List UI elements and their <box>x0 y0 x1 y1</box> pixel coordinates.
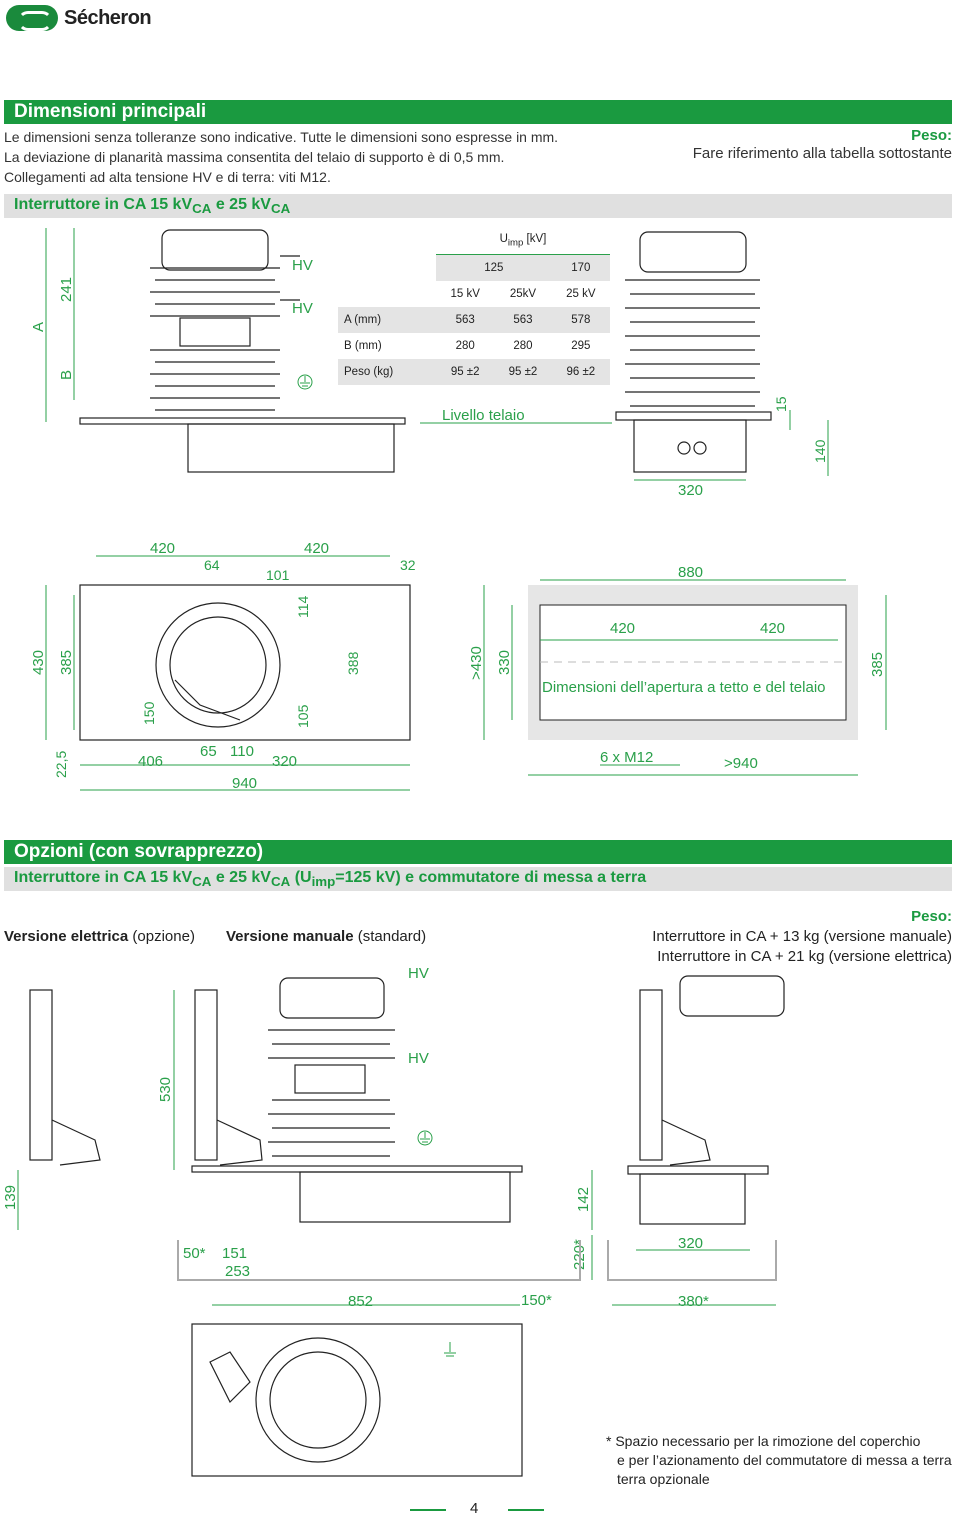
dim-530: 530 <box>157 1076 174 1102</box>
dim-over-940: >940 <box>724 755 758 772</box>
voltage-header: 25 kV <box>566 288 596 300</box>
subtitle-sub: CA <box>192 874 212 890</box>
dim-65: 65 <box>200 743 217 760</box>
dim-388: 388 <box>345 651 361 675</box>
version-manual-note: (standard) <box>353 928 427 945</box>
dim-385: 385 <box>869 651 886 677</box>
dim-253: 253 <box>225 1263 251 1280</box>
weight-info <box>693 127 952 164</box>
earth-icon <box>444 1342 456 1356</box>
weight-label: Peso: <box>911 127 952 144</box>
uimp-unit: [kV] <box>523 233 547 246</box>
breaker-side-view <box>80 230 405 472</box>
subtitle-sub: imp <box>311 874 336 890</box>
subtitle-sub: CA <box>270 874 291 890</box>
dim-over-430: >430 <box>468 646 485 680</box>
cell: 578 <box>552 307 610 333</box>
dim-101: 101 <box>266 567 290 583</box>
cell: 280 <box>455 340 475 352</box>
frame-level-label: Livello telaio <box>442 407 525 424</box>
row-label: A (mm) <box>338 307 436 333</box>
earthing-switch-side-view <box>30 976 784 1224</box>
dim-320: 320 <box>272 753 298 770</box>
row-label: B (mm) <box>344 340 382 352</box>
cell: 95 ±2 <box>494 359 551 385</box>
options-weight-info <box>652 907 952 967</box>
top-view-drawing <box>0 530 960 800</box>
weight-line: Interruttore in CA + 13 kg (versione manuale) <box>652 928 952 945</box>
footnote <box>606 1432 952 1489</box>
dim-151: 151 <box>222 1245 248 1262</box>
page-number-rule <box>508 1509 544 1511</box>
dim-114: 114 <box>295 595 311 618</box>
options-subtitle <box>4 867 952 891</box>
footnote-line: terra opzionale <box>617 1471 710 1487</box>
hv-label: HV <box>292 300 313 317</box>
row-label: Peso (kg) <box>338 359 436 385</box>
dim-150: 150 <box>141 701 157 725</box>
weight-text: Fare riferimento alla tabella sottostante <box>692 145 952 162</box>
dim-150: 150* <box>521 1292 552 1309</box>
version-manual-label <box>226 928 426 945</box>
version-electric-title: Versione elettrica <box>4 928 129 945</box>
dim-142: 142 <box>575 1186 592 1212</box>
uimp-header: U <box>499 233 508 246</box>
page-number-rule <box>410 1509 446 1511</box>
note-line: La deviazione di planarità massima consentita del telaio di supporto è di 0,5 mm. <box>4 149 505 165</box>
dim-64: 64 <box>204 557 220 573</box>
dim-320: 320 <box>678 482 704 499</box>
uimp-value: 170 <box>552 255 610 282</box>
dim-140: 140 <box>812 439 828 463</box>
dim-105: 105 <box>295 704 311 728</box>
subtitle-text: Interruttore in CA 15 kV <box>14 196 193 213</box>
dim-320: 320 <box>678 1235 704 1252</box>
subtitle-text: e 25 kV <box>211 196 271 213</box>
subtitle-text: Interruttore in CA 15 kV <box>14 869 193 886</box>
brand-name: Sécheron <box>64 6 152 29</box>
dim-b: B <box>58 369 75 380</box>
options-top-drawing <box>190 1322 530 1480</box>
dim-420: 420 <box>760 620 786 637</box>
brand-logo <box>6 4 156 32</box>
dim-110: 110 <box>230 743 254 760</box>
bolts-label: 6 x M12 <box>600 749 654 766</box>
section-title-main-dimensions: Dimensioni principali <box>4 100 952 124</box>
dim-a: A <box>30 321 47 332</box>
dim-420: 420 <box>610 620 636 637</box>
footnote-line: * Spazio necessario per la rimozione del coperchio <box>606 1433 921 1449</box>
opening-label: Dimensioni dell’apertura a tetto e del telaio <box>542 679 826 696</box>
brand-logo-icon <box>6 5 58 31</box>
dim-32: 32 <box>400 557 416 573</box>
dim-385: 385 <box>58 649 75 675</box>
dim-940: 940 <box>232 775 258 792</box>
earth-icon <box>298 375 312 389</box>
version-manual-title: Versione manuale <box>226 928 354 945</box>
cell: 563 <box>436 307 494 333</box>
cell: 95 ±2 <box>436 359 494 385</box>
dim-220: 220* <box>571 1239 588 1270</box>
main-dimensions-notes <box>4 127 664 187</box>
options-side-drawing <box>0 960 960 1320</box>
section-title-options: Opzioni (con sovrapprezzo) <box>4 840 952 864</box>
dim-22-5: 22,5 <box>53 750 69 778</box>
voltage-header: 15 kV <box>450 288 480 300</box>
breaker-subtitle <box>4 194 952 218</box>
dim-406: 406 <box>138 753 164 770</box>
cell: 295 <box>571 340 591 352</box>
note-line: Collegamenti ad alta tensione HV e di terra: viti M12. <box>4 169 331 185</box>
dim-880: 880 <box>678 564 704 581</box>
weight-label: Peso: <box>911 908 952 925</box>
dim-241: 241 <box>58 276 75 302</box>
dim-15: 15 <box>773 396 789 412</box>
subtitle-text: e 25 kV <box>211 869 271 886</box>
subtitle-sub: CA <box>270 201 291 217</box>
dim-420: 420 <box>304 540 330 557</box>
cell: 280 <box>513 340 533 352</box>
subtitle-text: =125 kV) e commutatore di messa a terra <box>335 869 647 886</box>
dim-852: 852 <box>348 1293 374 1310</box>
uimp-value: 125 <box>436 255 552 282</box>
note-line: Le dimensioni senza tolleranze sono indicative. Tutte le dimensioni sono espresse in mm. <box>4 129 559 145</box>
hv-label: HV <box>292 257 313 274</box>
version-electric-label <box>4 928 195 945</box>
weight-line: Interruttore in CA + 21 kg (versione elettrica) <box>657 948 952 965</box>
dim-380: 380* <box>678 1293 709 1310</box>
version-electric-note: (opzione) <box>128 928 195 945</box>
breaker-front-view <box>616 232 771 472</box>
dim-139: 139 <box>2 1184 19 1210</box>
dim-330: 330 <box>496 649 513 675</box>
earth-icon <box>418 1131 432 1145</box>
hv-label: HV <box>408 965 429 982</box>
subtitle-text: (U <box>290 869 312 886</box>
footnote-line: e per l’azionamento del commutatore di messa a terra <box>617 1452 952 1468</box>
hv-label: HV <box>408 1050 429 1067</box>
cell: 563 <box>494 307 551 333</box>
dim-430: 430 <box>30 649 47 675</box>
subtitle-sub: CA <box>192 201 212 217</box>
voltage-header: 25kV <box>509 288 537 300</box>
cell: 96 ±2 <box>552 359 610 385</box>
page-number: 4 <box>470 1500 479 1517</box>
dim-50: 50* <box>183 1245 206 1262</box>
roof-opening-frame <box>528 585 858 740</box>
uimp-sub: imp <box>507 237 524 249</box>
side-view-drawing <box>0 220 960 510</box>
dim-420: 420 <box>150 540 176 557</box>
